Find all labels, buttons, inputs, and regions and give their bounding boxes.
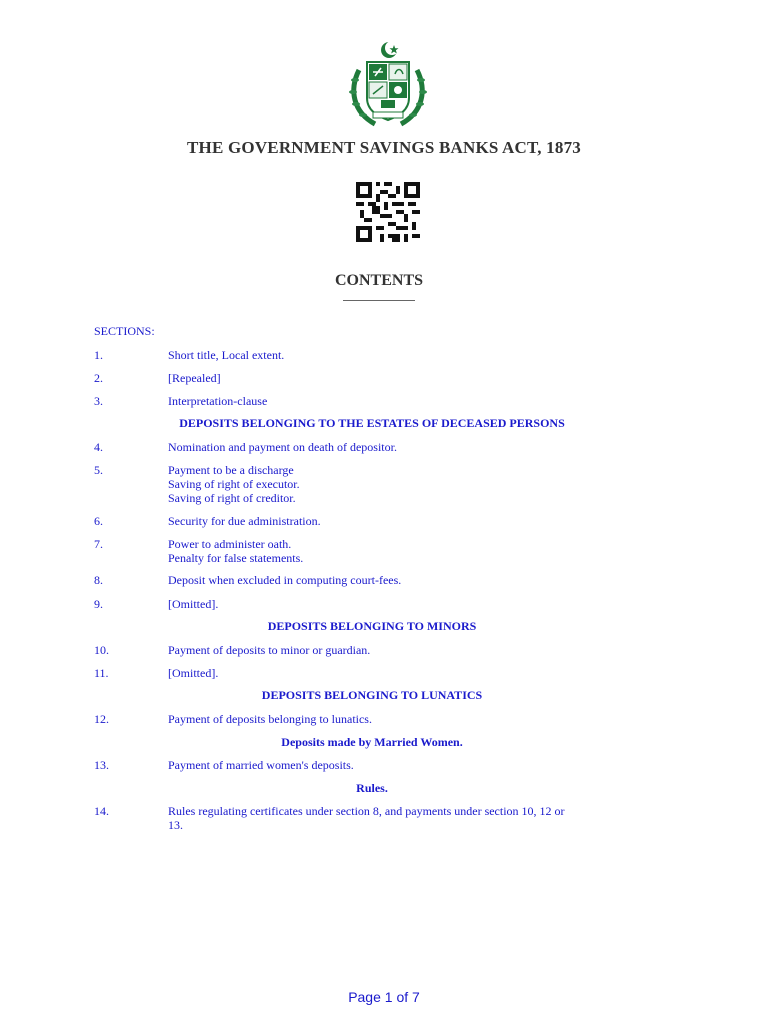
section-title[interactable]: Payment to be a discharge	[168, 463, 294, 477]
section-title[interactable]: [Repealed]	[168, 371, 221, 385]
state-emblem-icon	[345, 40, 431, 128]
section-title[interactable]: Payment of married women's deposits.	[168, 758, 354, 772]
group-heading-rules: Rules.	[356, 781, 388, 795]
group-heading-minors: DEPOSITS BELONGING TO MINORS	[267, 619, 477, 633]
section-number: 4.	[94, 440, 103, 454]
section-number: 8.	[94, 573, 103, 587]
section-title[interactable]: [Omitted].	[168, 597, 219, 611]
group-heading-married-women: Deposits made by Married Women.	[281, 735, 463, 749]
section-title[interactable]: Interpretation-clause	[168, 394, 268, 408]
section-title[interactable]: Rules regulating certificates under section 8, and payments under section 10, 12 or 13.	[168, 804, 565, 832]
section-number: 12.	[94, 712, 109, 726]
section-title[interactable]: Penalty for false statements.	[168, 551, 304, 565]
section-number: 13.	[94, 758, 109, 772]
section-title[interactable]: Security for due administration.	[168, 514, 321, 528]
group-heading-lunatics: DEPOSITS BELONGING TO LUNATICS	[261, 688, 483, 702]
page-indicator: Page 1 of 7	[348, 989, 420, 1005]
section-title[interactable]: Saving of right of executor.	[168, 477, 300, 491]
section-number: 9.	[94, 597, 103, 611]
qr-code-icon	[356, 182, 420, 242]
document-title: THE GOVERNMENT SAVINGS BANKS ACT, 1873	[187, 138, 581, 157]
section-title[interactable]: Saving of right of creditor.	[168, 491, 296, 505]
section-number: 10.	[94, 643, 109, 657]
section-number: 2.	[94, 371, 103, 385]
section-number: 11.	[94, 666, 109, 680]
contents-divider	[343, 300, 415, 301]
contents-heading: CONTENTS	[334, 272, 424, 289]
section-number: 1.	[94, 348, 103, 362]
section-title[interactable]: Payment of deposits belonging to lunatics.	[168, 712, 372, 726]
section-number: 5.	[94, 463, 103, 477]
section-title[interactable]: [Omitted].	[168, 666, 219, 680]
section-number: 14.	[94, 804, 109, 818]
section-number: 6.	[94, 514, 103, 528]
section-title[interactable]: Power to administer oath.	[168, 537, 292, 551]
section-title[interactable]: Nomination and payment on death of depositor.	[168, 440, 397, 454]
section-number: 7.	[94, 537, 103, 551]
section-title[interactable]: Payment of deposits to minor or guardian.	[168, 643, 371, 657]
sections-label: SECTIONS:	[94, 324, 155, 338]
section-number: 3.	[94, 394, 103, 408]
group-heading-deceased-persons: DEPOSITS BELONGING TO THE ESTATES OF DECEASED PERSONS	[179, 416, 565, 430]
section-title[interactable]: Deposit when excluded in computing court-fees.	[168, 573, 402, 587]
section-title[interactable]: Short title, Local extent.	[168, 348, 285, 362]
